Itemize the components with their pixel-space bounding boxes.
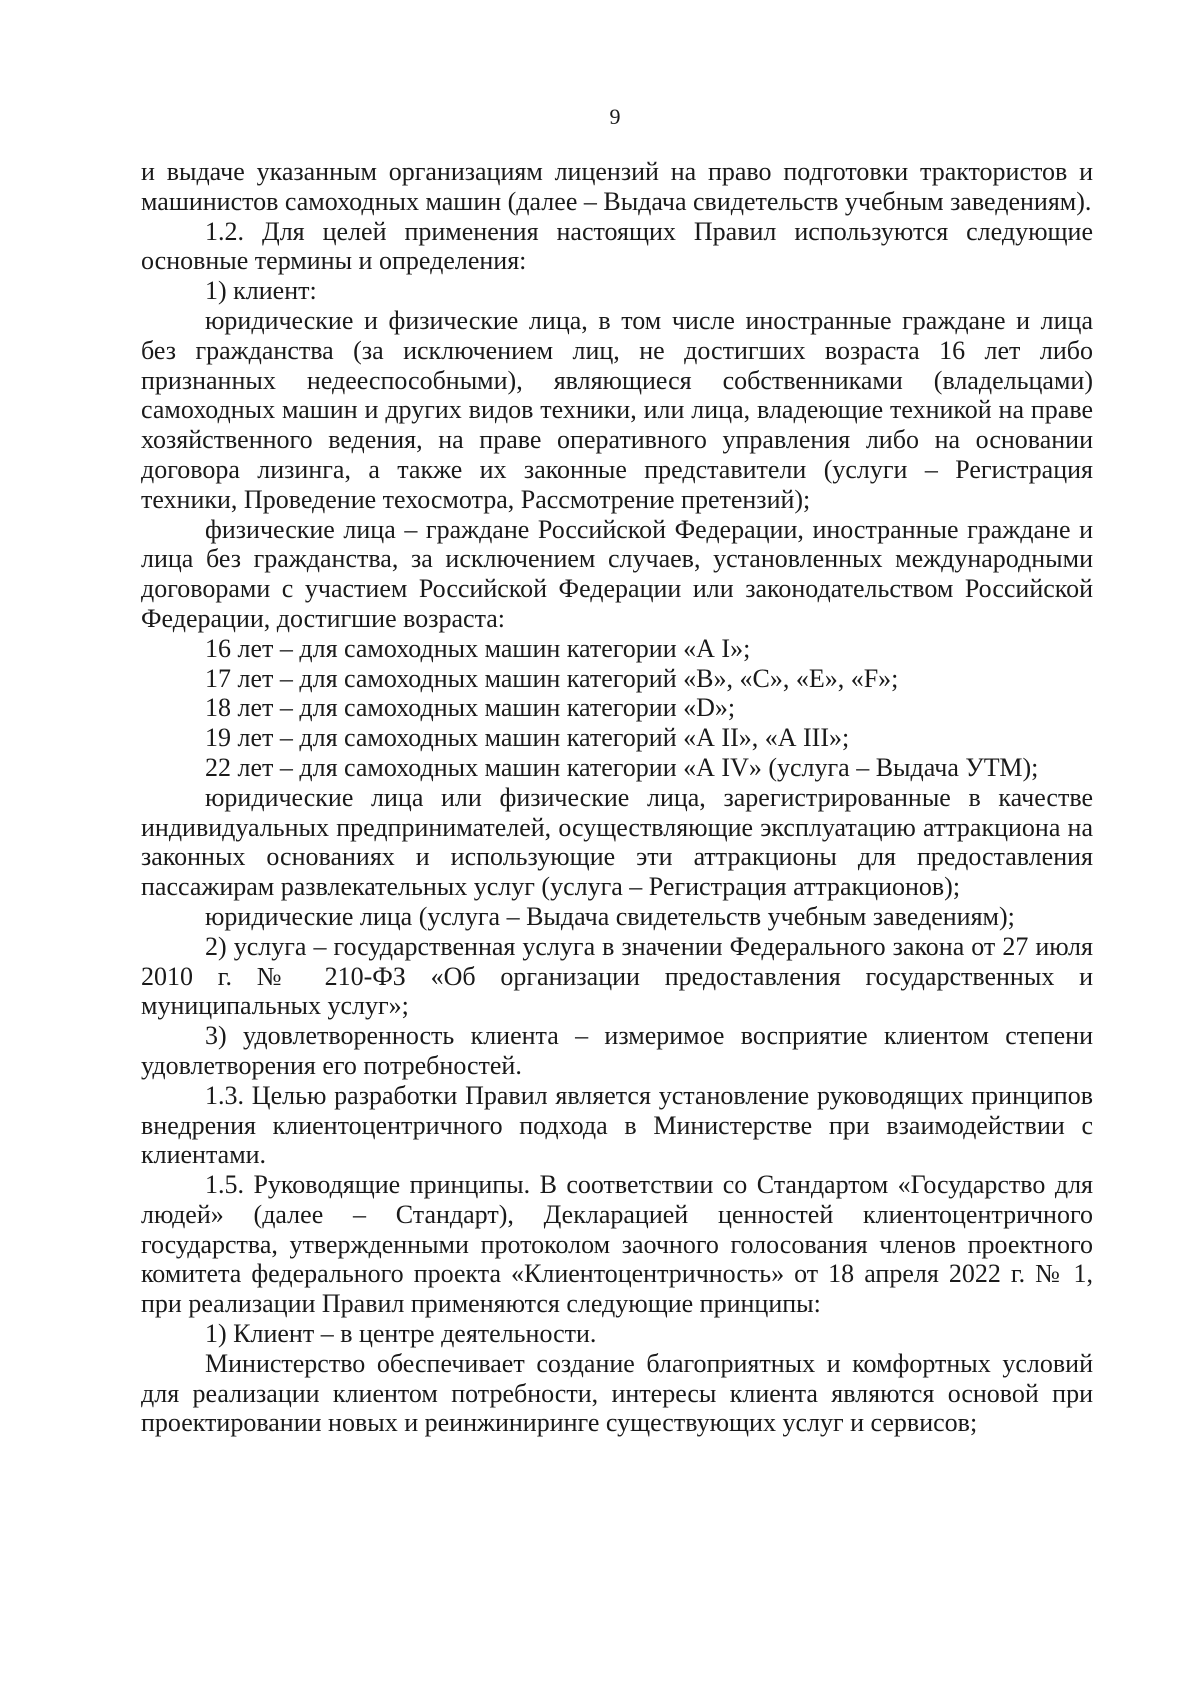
- paragraph-service-definition: 2) услуга – государственная услуга в значении Федерального закона от 27 июля 2010 г. № 210-ФЗ «Об организации предоставления государственных и муниципальных услуг»;: [141, 931, 1093, 1021]
- paragraph-client-physical: физические лица – граждане Российской Федерации, иностранные граждане и лица без гражданства, за исключением случаев, установленных международными договорами с участием Российской Федерации или законодательством Российской Федерации, достигшие возраста:: [141, 514, 1093, 633]
- paragraph-1-3: 1.3. Целью разработки Правил является установление руководящих принципов внедрения клиентоцентричного подхода в Министерстве при взаимодействии с клиентами.: [141, 1080, 1093, 1170]
- paragraph-client-heading: 1) клиент:: [205, 276, 317, 306]
- page-number: 9: [609, 104, 621, 129]
- paragraph-client-legal-physical: юридические и физические лица, в том числе иностранные граждане и лица без гражданства (за исключением лиц, не достигших возраста 16 лет либо признанных недееспособными), являющиеся собственниками (владельцами) самоходных машин и других видов техники, или лица, владеющие техникой на праве хозяйственного ведения, на праве оперативного управления либо на основании договора лизинга, а также их законные представители (услуги – Регистрация техники, Проведение техосмотра, Рассмотрение претензий);: [141, 305, 1093, 514]
- list-item-age-18: 18 лет – для самоходных машин категории «D»;: [205, 693, 736, 723]
- paragraph-principle-1-description: Министерство обеспечивает создание благоприятных и комфортных условий для реализации клиентом потребности, интересы клиента являются основой при проектировании новых и реинжиниринге существующих услуг и сервисов;: [141, 1348, 1093, 1438]
- list-item-age-16: 16 лет – для самоходных машин категории «А I»;: [205, 633, 751, 663]
- list-item-age-22: 22 лет – для самоходных машин категории «А IV» (услуга – Выдача УТМ);: [205, 752, 1039, 782]
- list-item-age-19: 19 лет – для самоходных машин категорий «А II», «А III»;: [205, 723, 850, 753]
- paragraph-client-attractions: юридические лица или физические лица, зарегистрированные в качестве индивидуальных предпринимателей, осуществляющие эксплуатацию аттракциона на законных основаниях и использующие эти аттракционы для предоставления пассажирам развлекательных услуг (услуга – Регистрация аттракционов);: [141, 782, 1093, 902]
- paragraph-client-legal: юридические лица (услуга – Выдача свидетельств учебным заведениям);: [205, 901, 1015, 931]
- paragraph-satisfaction-definition: 3) удовлетворенность клиента – измеримое восприятие клиентом степени удовлетворения его потребностей.: [141, 1021, 1093, 1080]
- document-body: [141, 157, 1093, 1438]
- list-item-age-17: 17 лет – для самоходных машин категорий «B», «C», «E», «F»;: [205, 663, 899, 693]
- paragraph-continuation: и выдаче указанным организациям лицензий на право подготовки трактористов и машинистов самоходных машин (далее – Выдача свидетельств учебным заведениям).: [141, 157, 1093, 216]
- paragraph-1-2: 1.2. Для целей применения настоящих Правил используются следующие основные термины и определения:: [141, 216, 1093, 276]
- paragraph-1-5: 1.5. Руководящие принципы. В соответствии со Стандартом «Государство для людей» (далее – Стандарт), Декларацией ценностей клиентоцентричного государства, утвержденными протоколом заочного голосования членов проектного комитета федерального проекта «Клиентоцентричность» от 18 апреля 2022 г. № 1, при реализации Правил применяются следующие принципы:: [141, 1170, 1093, 1319]
- paragraph-principle-1: 1) Клиент – в центре деятельности.: [205, 1319, 597, 1349]
